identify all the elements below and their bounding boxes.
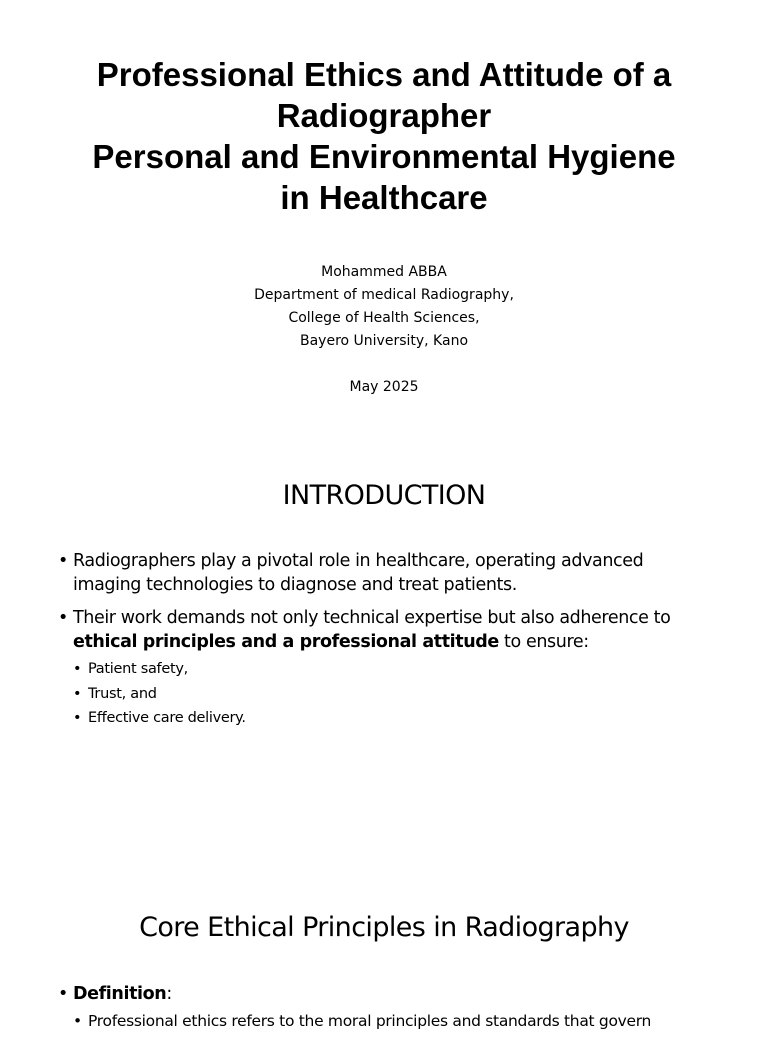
title-line: Radiographer bbox=[276, 97, 492, 134]
presentation-date: May 2025 bbox=[349, 379, 419, 395]
sub-bullet-item: • Patient safety, bbox=[73, 657, 716, 682]
slide-heading: Core Ethical Principles in Radiography bbox=[139, 912, 629, 943]
author-name: Mohammed ABBA bbox=[321, 264, 447, 280]
sub-bullet-list bbox=[73, 657, 716, 731]
title-slide bbox=[0, 0, 768, 432]
bullet-text: Their work demands not only technical expertise but also adherence to bbox=[73, 608, 671, 628]
definition-colon: : bbox=[166, 984, 172, 1004]
sub-bullet-item: • Effective care delivery. bbox=[73, 706, 716, 731]
introduction-slide bbox=[0, 432, 768, 864]
ethics-slide bbox=[0, 864, 768, 1030]
bullet-text: Radiographers play a pivotal role in healthcare, operating advanced imaging technologies to diagnose and treat patients. bbox=[73, 551, 644, 595]
author-college: College of Health Sciences, bbox=[288, 310, 480, 326]
author-info bbox=[0, 261, 768, 353]
bullet-list bbox=[56, 982, 716, 1043]
presentation-title bbox=[20, 54, 748, 218]
sub-bullet-item: • Trust, and bbox=[73, 682, 716, 707]
bullet-list bbox=[56, 549, 716, 740]
author-department: Department of medical Radiography, bbox=[254, 287, 514, 303]
sub-bullet-list bbox=[73, 1009, 716, 1034]
bullet-item bbox=[56, 606, 716, 731]
definition-label: Definition bbox=[73, 984, 167, 1004]
author-university: Bayero University, Kano bbox=[299, 333, 469, 349]
title-line: Professional Ethics and Attitude of a bbox=[96, 56, 672, 93]
bullet-bold-text: ethical principles and a professional attitude bbox=[73, 632, 499, 652]
slide-heading: INTRODUCTION bbox=[282, 480, 486, 511]
bullet-item bbox=[56, 549, 716, 597]
bullet-text: to ensure: bbox=[498, 632, 589, 652]
bullet-item bbox=[56, 982, 716, 1034]
title-line: in Healthcare bbox=[280, 179, 488, 216]
sub-bullet-item: • Professional ethics refers to the moral principles and standards that govern bbox=[73, 1009, 716, 1034]
title-line: Personal and Environmental Hygiene bbox=[92, 138, 676, 175]
